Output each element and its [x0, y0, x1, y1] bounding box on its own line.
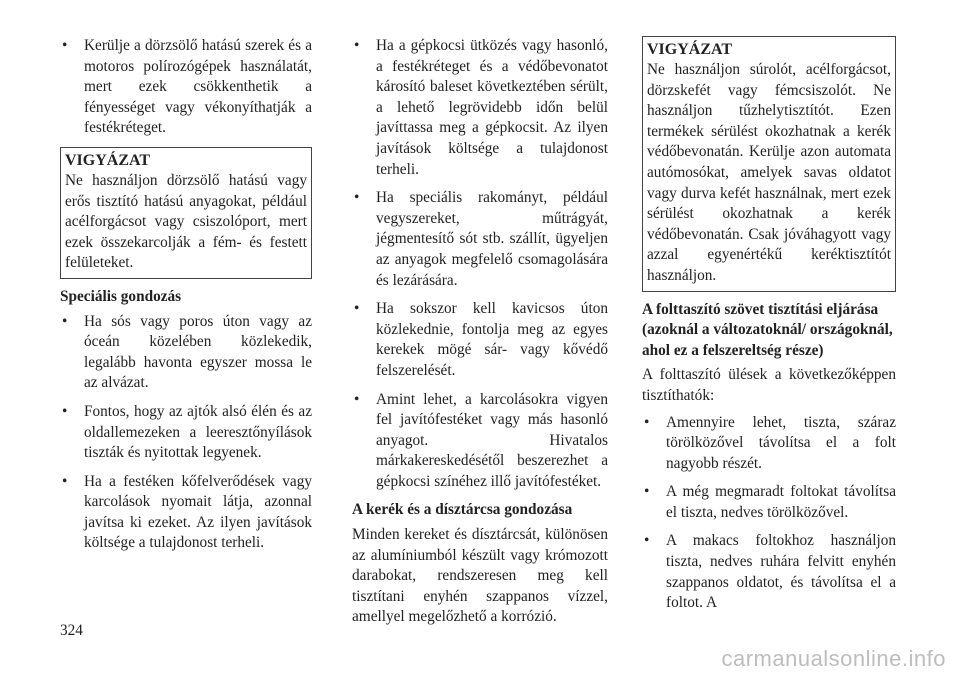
list-item: • Ha speciális rakományt, például vegyszereket, műtrágyát, jégmentesítő sót stb. szállít, ügyeljen az anyagok megfelelő csomagolására és lezárására.	[354, 189, 608, 289]
warning-text: Ne használjon dörzsölő hatású vagy erős tisztító hatású anyagokat, például acélforgácsot vagy csiszolóport, mert ezek összekarcolják a fém- és festett felületeket.	[65, 171, 307, 272]
section-heading: A folttaszító szövet tisztítási eljárása (azoknál a változatoknál/ országoknál, ahol ez a felszereltség része)	[642, 300, 893, 359]
list-item-text: Ha speciális rakományt, például vegyszereket, műtrágyát, jégmentesítő sót stb. szállít, ügyeljen az anyagok megfelelő csomagolására és lezárására.	[376, 189, 608, 289]
list-item: • A még megmaradt foltokat távolítsa el tiszta, nedves törölközővel.	[644, 483, 896, 521]
list-item-text: Ha a gépkocsi ütközés vagy hasonló, a festékréteget és a védőbevonatot károsító baleset következtében sérült, a lehető legrövidebb időn belül javíttassa meg a gépkocsit. Az ilyen javítások költsége a tulajdonost terheli.	[376, 37, 608, 178]
list-item-text: Ha sokszor kell kavicsos úton közlekednie, fontolja meg az egyes kerekek mögé sár- vagy kővédő felszerelését.	[376, 300, 608, 379]
warning-box	[642, 36, 896, 292]
section-heading: Speciális gondozás	[60, 287, 182, 305]
list-item-text: Amennyire lehet, tiszta, száraz törölközővel távolítsa el a folt nagyobb részét.	[666, 413, 896, 472]
section-heading: A kerék és a dísztárcsa gondozása	[352, 501, 573, 519]
list-item-text: Amint lehet, a karcolásokra vigyen fel javítófestéket vagy más hasonló anyagot. Hivatalos márkakereskedésétől beszerezhet a gépkocsi színéhez illő javítófestéket.	[376, 390, 608, 490]
watermark: carmanualsonline.info	[721, 646, 946, 671]
list-item-text: Ha a festéken kőfelverődések vagy karcolások nyomait látja, azonnal javítsa ki ezeket. Az ilyen javítások költsége a tulajdonost terheli.	[84, 472, 312, 552]
list-item: • Kerülje a dörzsölő hatású szerek és a motoros polírozógépek használatát, mert ezek csökkenthetik a fényességet vagy vékonyíthatják a festékréteget.	[62, 37, 312, 137]
warning-title: VIGYÁZAT	[647, 41, 733, 58]
column-left	[60, 36, 312, 562]
warning-box	[60, 147, 312, 279]
warning-text: Ne használjon súrolót, acélforgácsot, dörzskefét vagy fémcsiszolót. Ne használjon tűzhelytisztítót. Ezen termékek sérülést okozhatnak a kerék védőbevonatán. Kerülje azon automata autómosókat, amelyek savas oldatot vagy durva kefét használnak, mert ezek sérülést okozhatnak a kerék védőbevonatán. Csak jóváhagyott vagy azzal egyenértékű keréktisztítót használjon.	[647, 61, 891, 284]
paragraph: Minden kereket és dísztárcsát, különösen az alumíniumból készült vagy krómozott darabokat, rendszeresen meg kell tisztítani enyhén szappanos vízzel, amellyel megelőzhető a korrózió.	[352, 526, 608, 626]
warning-title: VIGYÁZAT	[65, 151, 151, 169]
list-item: • Ha sokszor kell kavicsos úton közlekednie, fontolja meg az egyes kerekek mögé sár- vagy kővédő felszerelését.	[354, 300, 608, 379]
list-item-text: Ha sós vagy poros úton vagy az óceán közelében közlekedik, legalább havonta egyszer mossa le az alvázat.	[84, 312, 312, 392]
list-item-text: Fontos, hogy az ajtók alsó élén és az oldallemezeken a leeresztőnyílások tiszták és nyitottak legyenek.	[84, 402, 312, 462]
page-number: 324	[60, 622, 83, 639]
column-middle	[352, 36, 608, 628]
list-item: • Amennyire lehet, tiszta, száraz törölközővel távolítsa el a folt nagyobb részét.	[644, 413, 896, 472]
list-item-text: A makacs foltokhoz használjon tiszta, nedves ruhára felvitt enyhén szappanos oldatot, és távolítsa el a foltot. A	[666, 532, 896, 612]
list-item: • Ha a festéken kőfelverődések vagy karcolások nyomait látja, azonnal javítsa ki ezeket. Az ilyen javítások költsége a tulajdonost terheli.	[62, 472, 312, 552]
list-item: • A makacs foltokhoz használjon tiszta, nedves ruhára felvitt enyhén szappanos oldatot, és távolítsa el a foltot. A	[644, 532, 896, 612]
list-item: • Ha sós vagy poros úton vagy az óceán közelében közlekedik, legalább havonta egyszer mossa le az alvázat.	[62, 312, 312, 392]
list-item-text: A még megmaradt foltokat távolítsa el tiszta, nedves törölközővel.	[666, 483, 896, 521]
list-item: • Amint lehet, a karcolásokra vigyen fel javítófestéket vagy más hasonló anyagot. Hivatalos márkakereskedésétől beszerezhet a gépkocsi színéhez illő javítófestéket.	[354, 390, 608, 490]
column-right	[642, 36, 896, 622]
list-item: • Ha a gépkocsi ütközés vagy hasonló, a festékréteget és a védőbevonatot károsító baleset következtében sérült, a lehető legrövidebb időn belül javíttassa meg a gépkocsit. Az ilyen javítások költsége a tulajdonost terheli.	[354, 37, 608, 178]
list-item-text: Kerülje a dörzsölő hatású szerek és a motoros polírozógépek használatát, mert ezek csökkenthetik a fényességet vagy vékonyíthatják a festékréteget.	[84, 37, 312, 137]
list-item: • Fontos, hogy az ajtók alsó élén és az oldallemezeken a leeresztőnyílások tiszták és nyitottak legyenek.	[62, 402, 312, 462]
paragraph: A folttaszító ülések a következőképpen tisztíthatók:	[642, 366, 896, 404]
